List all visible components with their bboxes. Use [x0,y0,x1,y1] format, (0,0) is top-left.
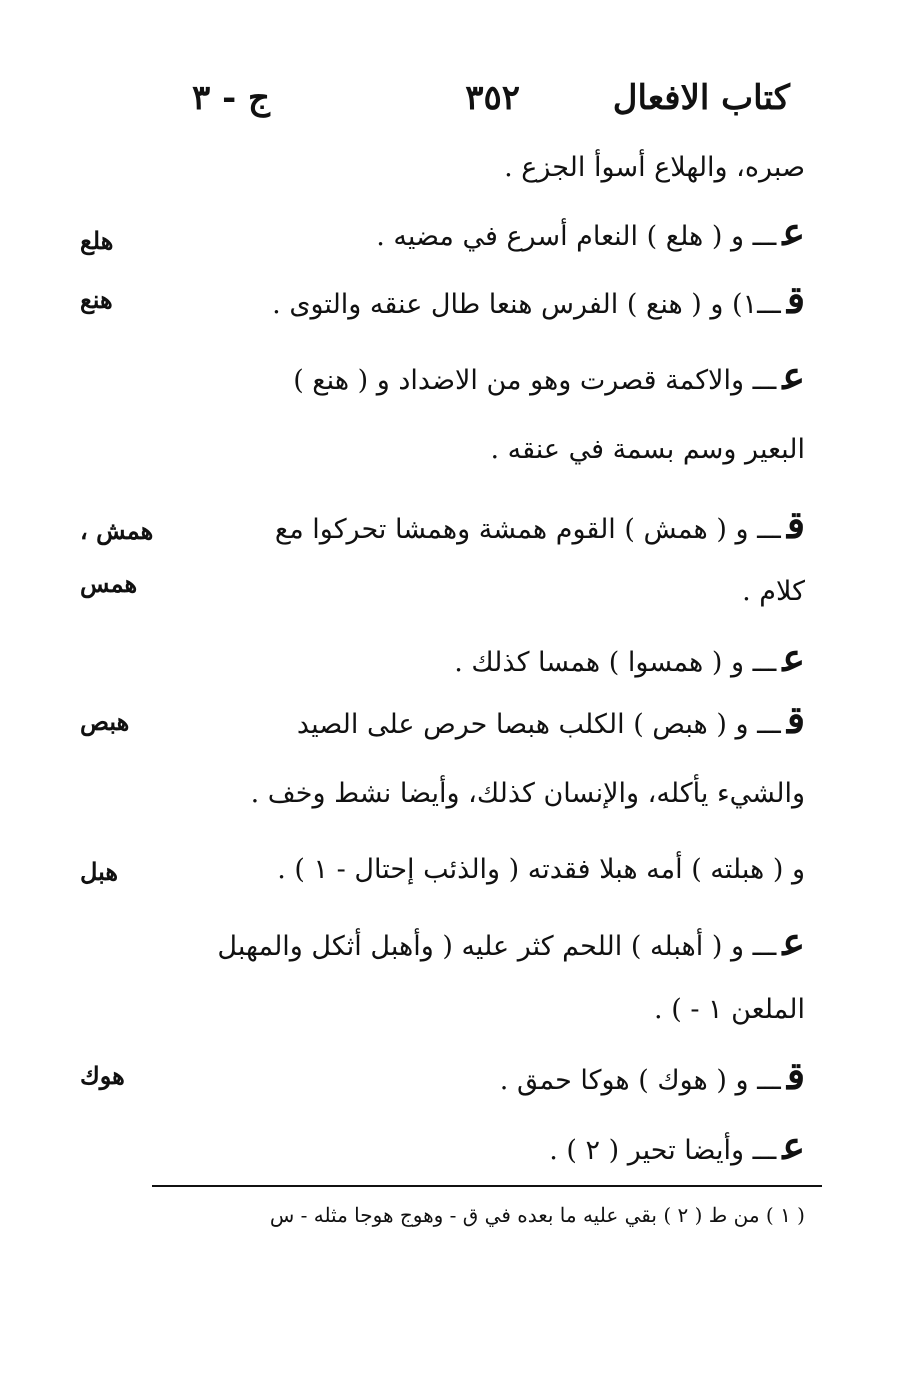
text-line [251,774,805,814]
line-text: ـــ و ( أهبله ) اللحم كثر عليه ( وأهبل أثكل والمهبل [217,931,777,962]
text-line [272,277,805,325]
source-code: ع [782,209,805,254]
margin-headword: همس [80,569,138,598]
text-line [293,353,805,401]
line-text: كلام . [742,576,805,607]
line-text: ـــ١) و ( هنع ) الفرس هنعا طال عنقه والتوى . [272,289,781,320]
line-text: و ( هبلته ) أمه هبلا فقدته ( والذئب إحتال - ١ ) . [277,854,805,885]
volume-label: ج - ٣ [192,78,270,118]
line-text: والشيء يأكله، والإنسان كذلك، وأيضا نشط وخف . [250,778,805,809]
margin-headword: هوك [80,1061,125,1090]
text-line [277,850,805,890]
margin-headword: هبل [80,857,119,886]
margin-headword: هلع [80,226,114,255]
source-code: ع [782,635,805,680]
line-text: صبره، والهلاع أسوأ الجزع . [504,152,805,183]
line-text: ـــ و ( همسوا ) همسا كذلك . [454,647,777,678]
text-line [504,148,805,188]
source-code: ق [786,697,805,742]
margin-headword: همش ، [80,516,154,545]
text-line [490,430,805,470]
text-line [499,1053,805,1101]
line-text: ـــ والاكمة قصرت وهو من الاضداد و ( هنع ) [293,365,777,396]
margin-headword: هنع [80,285,113,314]
text-line [274,502,805,550]
text-line [654,990,805,1030]
footnote-divider [152,1185,822,1187]
line-text: ـــ و ( هلع ) النعام أسرع في مضيه . [376,221,777,252]
source-code: ق [786,502,805,547]
source-code: ع [782,919,805,964]
text-line [217,919,805,967]
line-text: ـــ و ( هبص ) الكلب هبصا حرص على الصيد [296,709,781,740]
footnote: ( ١ ) من ط ( ٢ ) بقي عليه ما بعده في ق - وهوج هوجا مثله - س [269,1203,805,1227]
book-title: كتاب الافعال [612,78,790,118]
line-text: البعير وسم بسمة في عنقه . [490,434,805,465]
line-text: ـــ و ( همش ) القوم همشة وهمشا تحركوا مع [274,514,781,545]
text-line [549,1123,805,1171]
text-line [376,209,805,257]
page-header [190,78,790,128]
source-code: ع [782,353,805,398]
text-line [742,572,805,612]
source-code: ق [786,277,805,322]
source-code: ق [786,1053,805,1098]
line-text: ـــ و ( هوك ) هوكا حمق . [499,1065,781,1096]
source-code: ع [782,1123,805,1168]
text-line [454,635,805,683]
page-number: ٣٥٢ [465,78,520,118]
line-text: ـــ وأيضا تحير ( ٢ ) . [549,1135,777,1166]
line-text: الملعن ١ - ) . [654,994,805,1025]
margin-headword: هبص [80,707,130,736]
text-line [296,697,805,745]
